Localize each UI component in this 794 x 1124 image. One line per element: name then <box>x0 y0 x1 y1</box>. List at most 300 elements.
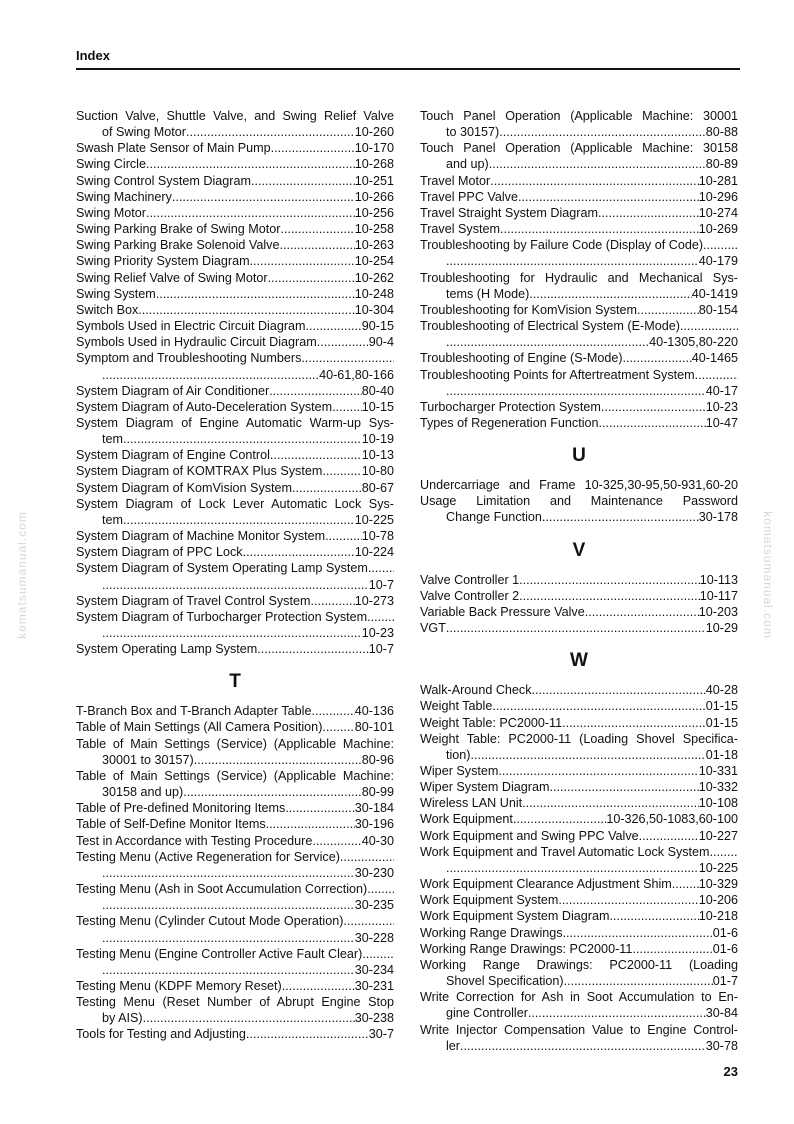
entry-text: Table of Self-Define Monitor Items <box>76 817 266 832</box>
index-entry[interactable] <box>420 828 738 844</box>
index-entry[interactable] <box>76 496 394 528</box>
index-entry[interactable] <box>420 941 738 957</box>
entry-page-ref: 10-258 <box>354 222 394 237</box>
entry-text: Swing Priority System Diagram <box>76 254 250 269</box>
dot-leader <box>519 588 700 604</box>
dot-leader <box>102 865 355 881</box>
index-entry[interactable] <box>76 140 394 156</box>
dot-leader <box>549 779 698 795</box>
index-entry[interactable] <box>76 768 394 800</box>
section-letter: W <box>570 650 588 672</box>
entry-page-ref: 80-101 <box>354 720 394 735</box>
entry-page-ref: 01-6 <box>712 941 738 956</box>
entry-page-ref: 90-4 <box>368 335 394 350</box>
dot-leader <box>306 318 362 334</box>
index-entry[interactable] <box>76 286 394 302</box>
dot-leader <box>446 253 699 269</box>
entry-page-ref: 10-47 <box>705 415 738 430</box>
entry-text: Symbols Used in Electric Circuit Diagram <box>76 319 306 334</box>
dot-leader <box>243 544 355 560</box>
entry-text: Usage Limitation and Maintenance Password <box>420 494 738 509</box>
entry-text: Testing Menu (Reset Number of Abrupt Engine Stop <box>76 995 394 1010</box>
entry-page-ref: 30-178 <box>698 510 738 525</box>
entry-page-ref: 10-206 <box>698 893 738 908</box>
entry-page-ref: 40-1465 <box>691 351 738 366</box>
index-entry[interactable] <box>420 604 738 620</box>
index-entry[interactable] <box>420 876 738 892</box>
dot-leader <box>146 156 355 172</box>
dot-leader <box>102 577 369 593</box>
entry-page-ref: 80-89 <box>705 157 738 172</box>
dot-leader <box>489 156 706 172</box>
dot-leader <box>490 173 699 189</box>
index-entry[interactable] <box>76 719 394 735</box>
index-entry[interactable] <box>76 994 394 1026</box>
entry-page-ref: 10-254 <box>354 254 394 269</box>
entry-page-ref: 10-170 <box>354 141 394 156</box>
dot-leader <box>601 399 706 415</box>
index-entry[interactable] <box>76 173 394 189</box>
index-entry[interactable] <box>420 173 738 189</box>
dot-leader <box>542 509 699 525</box>
entry-text: Travel Motor <box>420 173 491 188</box>
index-entry[interactable] <box>76 703 394 719</box>
index-entry[interactable] <box>420 108 738 140</box>
entry-page-ref: 30-7 <box>368 1027 394 1042</box>
entry-text: Swing Motor <box>76 205 146 220</box>
entry-page-ref: 10-266 <box>354 189 394 204</box>
entry-text: Troubleshooting of Engine (S-Mode) <box>420 351 623 366</box>
entry-text: T-Branch Box and T-Branch Adapter Table <box>76 704 312 719</box>
entry-page-ref: 01-7 <box>712 974 738 989</box>
dot-leader <box>257 641 369 657</box>
section-letter: V <box>572 539 586 561</box>
entry-page-ref: 40-28 <box>705 683 738 698</box>
entry-page-ref: 10-23 <box>361 626 394 640</box>
dot-leader <box>368 560 394 576</box>
entry-text: Troubleshooting Points for Aftertreatment System <box>420 367 695 382</box>
index-entry[interactable] <box>420 620 738 636</box>
dot-leader <box>522 795 699 811</box>
dot-leader <box>471 747 706 763</box>
entry-text: Wireless LAN Unit <box>420 796 523 811</box>
entry-text: Troubleshooting for Hydraulic and Mechanical Sys- <box>420 270 738 285</box>
index-entry[interactable] <box>76 350 394 382</box>
index-entry[interactable] <box>76 221 394 237</box>
entry-text: 30158 and up) <box>102 785 184 800</box>
entry-text: Swing Circle <box>76 157 146 172</box>
entry-text: Write Correction for Ash in Soot Accumulation to En- <box>420 990 738 1005</box>
index-entry[interactable] <box>76 560 394 592</box>
entry-text: Testing Menu (Cylinder Cutout Mode Operation) <box>76 914 344 929</box>
dot-leader <box>102 897 355 913</box>
dot-leader <box>637 302 699 318</box>
entry-text: Troubleshooting for KomVision System <box>420 302 637 317</box>
index-entry[interactable] <box>420 270 738 302</box>
entry-text: System Diagram of Engine Control <box>76 448 270 463</box>
index-entry[interactable] <box>76 108 394 140</box>
index-entry[interactable] <box>76 593 394 609</box>
index-entry[interactable] <box>76 978 394 994</box>
dot-leader <box>251 173 355 189</box>
entry-text: System Diagram of Engine Automatic Warm-up Sys- <box>76 415 394 430</box>
dot-leader <box>367 609 394 625</box>
entry-text: Working Range Drawings <box>420 925 563 940</box>
entry-text: Wiper System Diagram <box>420 780 550 795</box>
index-entry[interactable] <box>420 763 738 779</box>
index-entry[interactable] <box>420 715 738 731</box>
index-entry[interactable] <box>420 302 738 318</box>
dot-leader <box>446 383 706 399</box>
header-rule <box>76 68 740 70</box>
dot-leader <box>710 844 738 860</box>
dot-leader <box>446 620 706 636</box>
dot-leader <box>146 205 355 221</box>
dot-leader <box>500 221 699 237</box>
entry-text: Walk-Around Check <box>420 683 532 698</box>
entry-page-ref: 30-234 <box>354 962 394 977</box>
entry-page-ref: 10-274 <box>698 205 738 220</box>
index-entry[interactable] <box>76 270 394 286</box>
entry-page-ref: 30-84 <box>705 1006 738 1021</box>
dot-leader <box>340 849 394 865</box>
dot-leader <box>183 784 362 800</box>
entry-text: Work Equipment <box>420 812 513 827</box>
entry-page-ref: 10-225 <box>354 512 394 527</box>
index-entry[interactable] <box>420 237 738 269</box>
dot-leader <box>322 463 361 479</box>
entry-page-ref: 10-248 <box>354 286 394 301</box>
index-entry[interactable] <box>420 844 738 876</box>
entry-text: Types of Regeneration Function <box>420 415 599 430</box>
dot-leader <box>672 876 699 892</box>
entry-text: tems (H Mode) <box>446 286 530 301</box>
watermark-left: komatsumanual.com <box>15 511 29 639</box>
dot-leader <box>246 1026 369 1042</box>
entry-page-ref: 40-1419 <box>691 286 738 301</box>
dot-leader <box>270 447 362 463</box>
dot-leader <box>317 334 369 350</box>
entry-page-ref: 10-331 <box>698 764 738 778</box>
entry-text: Tools for Testing and Adjusting <box>76 1027 246 1042</box>
dot-leader <box>367 881 394 897</box>
entry-text: Change Function <box>446 510 542 525</box>
entry-text: tem <box>102 432 123 447</box>
index-entry[interactable] <box>76 1026 394 1042</box>
entry-text: Touch Panel Operation (Applicable Machine: 30001 <box>420 109 738 123</box>
index-entry[interactable] <box>76 609 394 641</box>
watermark-right: komatsumanual.com <box>761 511 775 639</box>
index-entry[interactable] <box>420 698 738 714</box>
index-entry[interactable] <box>420 925 738 941</box>
entry-page-ref: 10-117 <box>699 588 738 603</box>
dot-leader <box>623 350 692 366</box>
entry-page-ref: 10-227 <box>698 828 738 843</box>
entry-page-ref: 10-268 <box>354 157 394 172</box>
index-column-right <box>420 108 738 1054</box>
dot-leader <box>280 221 354 237</box>
entry-text: System Diagram of Turbocharger Protection System <box>76 609 368 624</box>
index-entry[interactable] <box>76 302 394 318</box>
entry-page-ref: 40-17 <box>705 383 738 398</box>
index-entry[interactable] <box>76 447 394 463</box>
dot-leader <box>529 286 692 302</box>
entry-page-ref: 80-154 <box>698 302 738 317</box>
entry-text: Work Equipment and Swing PPC Valve <box>420 828 639 843</box>
entry-page-ref: 40-136 <box>354 704 394 719</box>
index-entry[interactable] <box>76 334 394 350</box>
index-entry[interactable] <box>420 908 738 924</box>
index-entry[interactable] <box>76 156 394 172</box>
entry-text: of Swing Motor <box>102 125 186 140</box>
index-entry[interactable] <box>76 641 394 657</box>
entry-page-ref: 10-296 <box>698 189 738 204</box>
entry-page-ref: 10-203 <box>698 604 738 619</box>
index-entry[interactable] <box>420 189 738 205</box>
index-entry[interactable] <box>76 833 394 849</box>
entry-text: Testing Menu (Engine Controller Active Fault Clear) <box>76 946 363 961</box>
dot-leader <box>271 140 355 156</box>
index-entry[interactable] <box>76 463 394 479</box>
entry-text: Variable Back Pressure Valve <box>420 604 585 619</box>
index-entry[interactable] <box>76 189 394 205</box>
index-entry[interactable] <box>420 493 738 525</box>
entry-page-ref: 80-40 <box>361 383 394 398</box>
dot-leader <box>564 973 713 989</box>
dot-leader <box>279 237 354 253</box>
entry-text: Table of Main Settings (Service) (Applicable Machine: <box>76 768 394 783</box>
entry-page-ref: 10-251 <box>354 173 394 188</box>
dot-leader <box>446 860 699 876</box>
index-entry[interactable] <box>420 989 738 1021</box>
index-entry[interactable] <box>76 415 394 447</box>
index-entry[interactable] <box>76 253 394 269</box>
entry-text: System Diagram of KOMTRAX Plus System <box>76 464 323 479</box>
entry-page-ref: 10-7 <box>368 577 394 592</box>
dot-leader <box>311 703 354 719</box>
dot-leader <box>172 189 355 205</box>
entry-page-ref: 10-218 <box>698 909 738 924</box>
entry-text: Working Range Drawings: PC2000-11 <box>420 941 633 956</box>
entry-page-ref: 10-304 <box>354 302 394 317</box>
dot-leader <box>292 480 362 496</box>
entry-text: Travel Straight System Diagram <box>420 205 598 220</box>
index-entry[interactable] <box>420 892 738 908</box>
entry-text: tem <box>102 512 123 527</box>
entry-text: Troubleshooting by Failure Code (Display of Code) <box>420 238 704 253</box>
dot-leader <box>562 715 706 731</box>
entry-page-ref: 10-19 <box>361 432 394 447</box>
entry-text: Weight Table: PC2000-11 <box>420 715 563 730</box>
index-entry[interactable] <box>420 731 738 763</box>
index-entry[interactable] <box>76 544 394 560</box>
index-entry[interactable] <box>420 779 738 795</box>
entry-text: gine Controller <box>446 1006 528 1021</box>
dot-leader <box>513 811 606 827</box>
page-number: 23 <box>723 1064 738 1079</box>
entry-page-ref: 30-238 <box>354 1011 394 1026</box>
entry-page-ref: 40-179 <box>698 254 738 269</box>
dot-leader <box>343 913 394 929</box>
entry-text: Table of Main Settings (All Camera Position) <box>76 720 323 735</box>
entry-text: Work Equipment and Travel Automatic Lock System <box>420 844 710 859</box>
dot-leader <box>102 625 362 641</box>
index-entry[interactable] <box>420 318 738 350</box>
index-entry[interactable] <box>420 588 738 604</box>
entry-text: Symbols Used in Hydraulic Circuit Diagram <box>76 335 317 350</box>
dot-leader <box>498 763 698 779</box>
entry-page-ref: 30-184 <box>354 801 394 816</box>
entry-text: Work Equipment Clearance Adjustment Shim <box>420 877 672 892</box>
entry-text: ler <box>446 1038 460 1053</box>
entry-text: Weight Table: PC2000-11 (Loading Shovel Specifica- <box>420 731 738 746</box>
index-entry[interactable] <box>76 318 394 334</box>
index-entry[interactable] <box>420 367 738 399</box>
dot-leader <box>639 828 699 844</box>
entry-page-ref: 40-1305,80-220 <box>649 335 738 350</box>
index-entry[interactable] <box>420 795 738 811</box>
entry-text: Work Equipment System Diagram <box>420 909 610 924</box>
entry-text: System Diagram of Travel Control System <box>76 593 311 608</box>
entry-page-ref: 10-78 <box>361 529 394 544</box>
entry-page-ref: 40-61,80-166 <box>319 367 394 382</box>
dot-leader <box>186 124 355 140</box>
entry-text: System Operating Lamp System <box>76 642 258 657</box>
index-entry[interactable] <box>420 140 738 172</box>
entry-text: Travel System <box>420 222 501 237</box>
index-entry[interactable] <box>420 682 738 698</box>
index-entry[interactable] <box>420 415 738 431</box>
entry-page-ref: 80-88 <box>705 125 738 140</box>
index-entry[interactable] <box>76 849 394 881</box>
index-entry[interactable] <box>76 528 394 544</box>
index-entry[interactable] <box>420 477 738 493</box>
dot-leader <box>102 962 355 978</box>
entry-text: System Diagram of Auto-Deceleration System <box>76 399 333 414</box>
entry-text: Turbocharger Protection System <box>420 399 601 414</box>
dot-leader <box>599 415 706 431</box>
entry-page-ref: 10-225 <box>698 860 738 875</box>
index-entry[interactable] <box>76 913 394 945</box>
index-entry[interactable] <box>420 205 738 221</box>
index-entry[interactable] <box>420 811 738 827</box>
dot-leader <box>695 367 738 383</box>
entry-text: Valve Controller 1 <box>420 572 520 587</box>
dot-leader <box>532 682 706 698</box>
dot-leader <box>703 237 738 253</box>
dot-leader <box>312 833 361 849</box>
dot-leader <box>123 512 355 528</box>
entry-page-ref: 30-228 <box>354 930 394 945</box>
page-header-title: Index <box>76 48 110 63</box>
dot-leader <box>285 800 354 816</box>
dot-leader <box>102 367 319 383</box>
entry-page-ref: 10-281 <box>698 173 738 188</box>
index-entry[interactable] <box>76 205 394 221</box>
dot-leader <box>282 978 355 994</box>
entry-page-ref: 80-96 <box>361 752 394 767</box>
entry-text: Troubleshooting of Electrical System (E-Mode) <box>420 319 680 334</box>
index-entry[interactable] <box>76 800 394 816</box>
entry-page-ref: 01-18 <box>705 747 738 762</box>
entry-text: Swing System <box>76 286 156 301</box>
index-entry[interactable] <box>76 480 394 496</box>
index-entry[interactable] <box>76 816 394 832</box>
entry-page-ref: 10-329 <box>698 877 738 892</box>
index-entry[interactable] <box>420 572 738 588</box>
entry-page-ref: 30-78 <box>705 1038 738 1053</box>
index-entry[interactable] <box>76 237 394 253</box>
dot-leader <box>519 572 700 588</box>
entry-text: System Diagram of KomVision System <box>76 480 293 495</box>
entry-text: Swing Parking Brake of Swing Motor <box>76 222 281 237</box>
dot-leader <box>268 270 355 286</box>
entry-text: System Diagram of System Operating Lamp System <box>76 561 368 576</box>
entry-text: by AIS) <box>102 1011 143 1026</box>
dot-leader <box>301 350 394 366</box>
entry-text: Touch Panel Operation (Applicable Machine: 30158 <box>420 141 738 156</box>
dot-leader <box>563 925 713 941</box>
index-entry[interactable] <box>76 736 394 768</box>
entry-text: Undercarriage and Frame 10-325,30-95,50-931,60-20 <box>420 478 738 493</box>
entry-text: Swing Control System Diagram <box>76 173 251 188</box>
entry-page-ref: 10-113 <box>699 572 738 587</box>
entry-text: Work Equipment System <box>420 893 559 908</box>
dot-leader <box>609 908 698 924</box>
dot-leader <box>325 528 362 544</box>
index-entry[interactable] <box>420 1022 738 1054</box>
entry-page-ref: 30-196 <box>354 817 394 832</box>
entry-page-ref: 30-231 <box>354 978 394 993</box>
entry-text: Weight Table <box>420 699 493 714</box>
dot-leader <box>460 1038 706 1054</box>
index-entry[interactable] <box>76 383 394 399</box>
index-entry[interactable] <box>76 399 394 415</box>
index-entry[interactable] <box>420 957 738 989</box>
entry-text: Testing Menu (Ash in Soot Accumulation Correction) <box>76 882 368 897</box>
entry-text: and up) <box>446 157 489 172</box>
entry-text: Travel PPC Valve <box>420 189 518 204</box>
index-entry[interactable] <box>420 399 738 415</box>
entry-page-ref: 10-13 <box>361 448 394 463</box>
entry-text: Table of Main Settings (Service) (Applicable Machine: <box>76 736 394 751</box>
entry-text: Swing Parking Brake Solenoid Valve <box>76 238 280 253</box>
entry-text: Valve Controller 2 <box>420 588 520 603</box>
entry-text: Test in Accordance with Testing Procedure <box>76 833 313 848</box>
entry-page-ref: 01-6 <box>712 925 738 940</box>
dot-leader <box>492 698 705 714</box>
entry-page-ref: 80-99 <box>361 785 394 800</box>
index-entry[interactable] <box>420 221 738 237</box>
dot-leader <box>598 205 699 221</box>
entry-text: Switch Box <box>76 302 139 317</box>
entry-page-ref: 10-80 <box>361 464 394 479</box>
index-entry[interactable] <box>76 881 394 913</box>
index-entry[interactable] <box>76 946 394 978</box>
dot-leader <box>310 593 354 609</box>
dot-leader <box>156 286 355 302</box>
entry-page-ref: 10-7 <box>368 642 394 657</box>
index-entry[interactable] <box>420 350 738 366</box>
index-column-left <box>76 108 394 1043</box>
entry-page-ref: 10-29 <box>705 621 738 636</box>
entry-text: to 30157) <box>446 125 500 140</box>
dot-leader <box>680 318 738 334</box>
entry-text: Testing Menu (KDPF Memory Reset) <box>76 978 282 993</box>
entry-text: Table of Pre-defined Monitoring Items <box>76 801 286 816</box>
dot-leader <box>632 941 712 957</box>
entry-page-ref: 10-15 <box>361 399 394 414</box>
